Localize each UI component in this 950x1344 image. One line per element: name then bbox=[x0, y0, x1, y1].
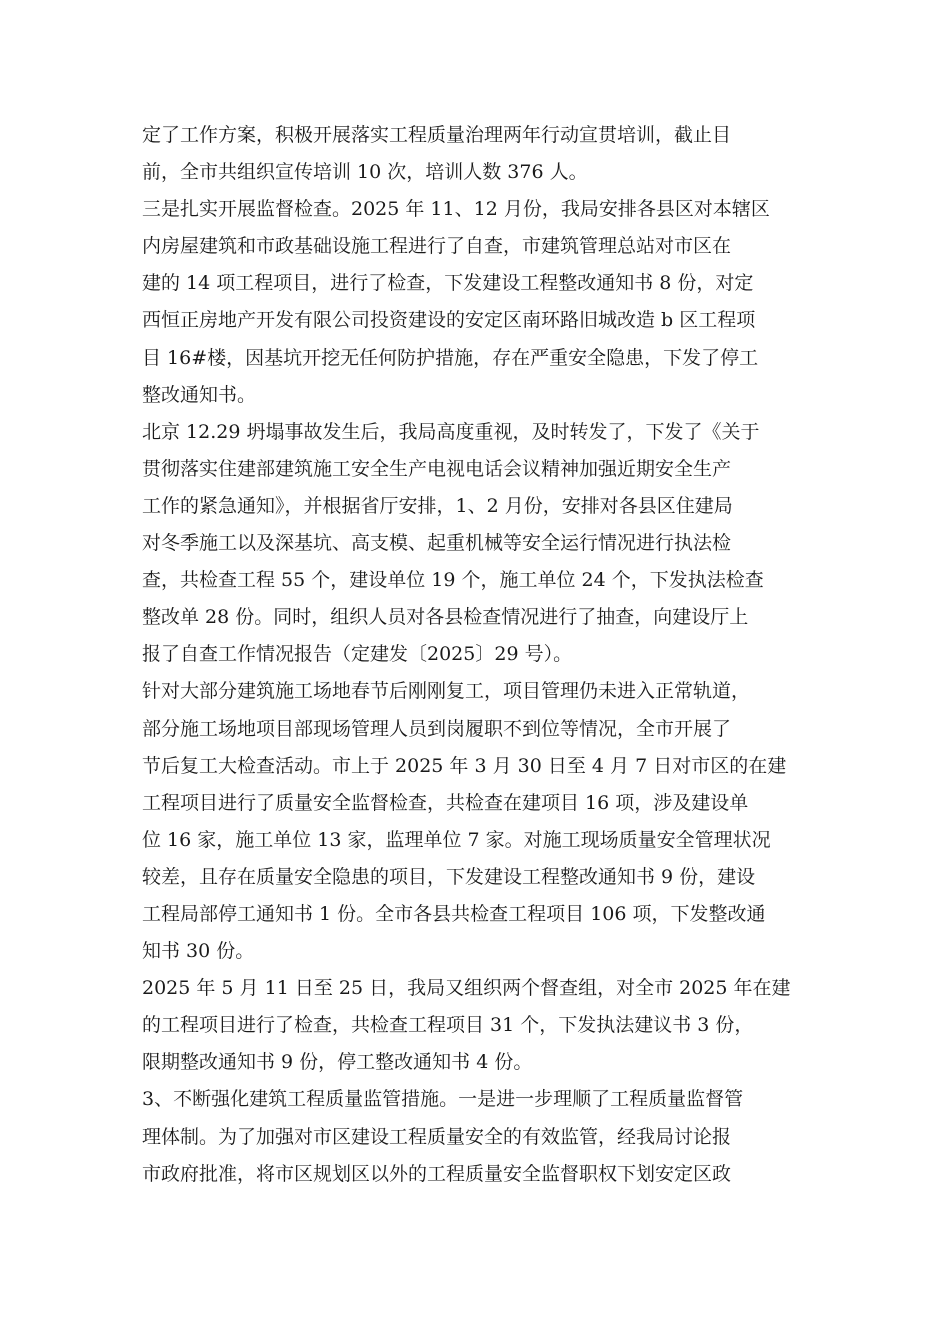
text-line: 节后复工大检查活动。市上于 2025 年 3 月 30 日至 4 月 7 日对市区的在建 bbox=[142, 754, 787, 777]
paragraph-collapse-accident bbox=[142, 414, 810, 674]
paragraph-quality-supervision-measures bbox=[142, 1081, 810, 1192]
text-line: 整改通知书。 bbox=[142, 383, 257, 406]
text-line: 报了自查工作情况报告（定建发〔2025〕29 号）。 bbox=[142, 643, 573, 666]
text-line: 贯彻落实住建部建筑施工安全生产电视电话会议精神加强近期安全生产 bbox=[142, 457, 732, 480]
text-line: 北京 12.29 坍塌事故发生后，我局高度重视，及时转发了，下发了《关于 bbox=[142, 420, 760, 443]
text-line: 市政府批准，将市区规划区以外的工程质量安全监督职权下划安定区政 bbox=[142, 1162, 732, 1185]
text-line: 工作的紧急通知》，并根据省厅安排，1、2 月份，安排对各县区住建局 bbox=[142, 494, 733, 517]
text-line: 查，共检查工程 55 个，建设单位 19 个，施工单位 24 个，下发执法检查 bbox=[142, 569, 764, 592]
text-line: 西恒正房地产开发有限公司投资建设的安定区南环路旧城改造 b 区工程项 bbox=[142, 309, 756, 332]
text-line: 三是扎实开展监督检查。2025 年 11、12 月份，我局安排各县区对本辖区 bbox=[142, 198, 770, 221]
text-line: 前，全市共组织宣传培训 10 次，培训人数 376 人。 bbox=[142, 161, 588, 184]
text-line: 3、不断强化建筑工程质量监管措施。一是进一步理顺了工程质量监督管 bbox=[142, 1088, 744, 1111]
text-line: 工程局部停工通知书 1 份。全市各县共检查工程项目 106 项，下发整改通 bbox=[142, 902, 766, 925]
text-line: 较差，且存在质量安全隐患的项目，下发建设工程整改通知书 9 份，建设 bbox=[142, 865, 756, 888]
document-body bbox=[142, 117, 810, 1193]
paragraph-supervision-inspection bbox=[142, 191, 810, 414]
text-line: 定了工作方案，积极开展落实工程质量治理两年行动宣贯培训，截止目 bbox=[142, 124, 732, 146]
text-line: 位 16 家，施工单位 13 家，监理单位 7 家。对施工现场质量安全管理状况 bbox=[142, 828, 771, 851]
paragraph-may-inspection bbox=[142, 970, 810, 1081]
text-line: 限期整改通知书 9 份，停工整改通知书 4 份。 bbox=[142, 1051, 533, 1074]
text-line: 目 16#楼，因基坑开挖无任何防护措施，存在严重安全隐患，下发了停工 bbox=[142, 346, 759, 369]
text-line: 的工程项目进行了检查，共检查工程项目 31 个，下发执法建议书 3 份， bbox=[142, 1014, 754, 1037]
text-line: 建的 14 项工程项目，进行了检查，下发建设工程整改通知书 8 份，对定 bbox=[142, 272, 754, 295]
text-line: 部分施工场地项目部现场管理人员到岗履职不到位等情况，全市开展了 bbox=[142, 717, 732, 740]
paragraph-post-holiday-inspection bbox=[142, 673, 810, 970]
text-line: 内房屋建筑和市政基础设施工程进行了自查，市建筑管理总站对市区在 bbox=[142, 235, 732, 258]
text-line: 工程项目进行了质量安全监督检查，共检查在建项目 16 项，涉及建设单 bbox=[142, 791, 749, 814]
text-line: 整改单 28 份。同时，组织人员对各县检查情况进行了抽查，向建设厅上 bbox=[142, 606, 749, 629]
text-line: 针对大部分建筑施工场地春节后刚刚复工，项目管理仍未进入正常轨道， bbox=[142, 680, 751, 703]
paragraph-training bbox=[142, 117, 810, 191]
text-line: 对冬季施工以及深基坑、高支模、起重机械等安全运行情况进行执法检 bbox=[142, 532, 732, 555]
text-line: 理体制。为了加强对市区建设工程质量安全的有效监管，经我局讨论报 bbox=[142, 1125, 732, 1148]
text-line: 2025 年 5 月 11 日至 25 日，我局又组织两个督查组，对全市 2025 年在建 bbox=[142, 977, 791, 1000]
text-line: 知书 30 份。 bbox=[142, 940, 255, 963]
